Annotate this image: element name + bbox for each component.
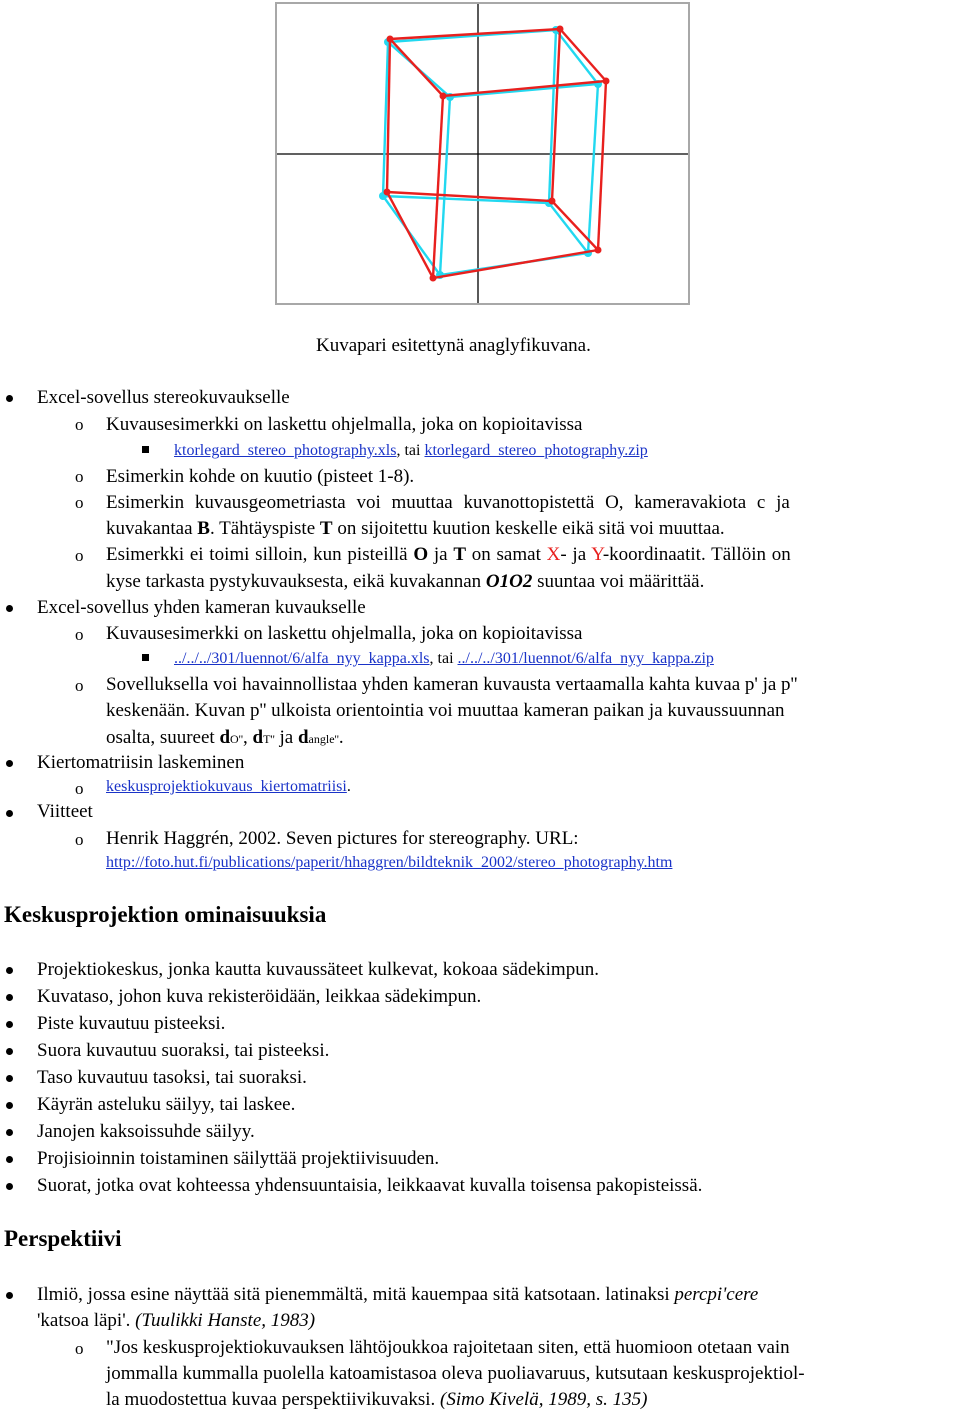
square-bullet (142, 446, 149, 453)
excel-single-heading: Excel-sovellus yhden kameran kuvaukselle (37, 597, 366, 618)
circle-bullet: o (75, 467, 84, 486)
fail-ja: ja (428, 544, 454, 565)
references-heading: Viitteet (37, 801, 93, 822)
circle-bullet: o (75, 415, 84, 434)
central-projection-item: Projektiokeskus, jonka kautta kuvaussäteet kulkevat, kokoaa sädekimpun. (37, 959, 599, 980)
app-line-2: keskenään. Kuvan p'' ulkoista orientointia voi muuttaa kameran paikan ja kuvaussuunnan (106, 700, 785, 721)
d-symbol-3: d (297, 727, 309, 748)
quote-line-2: jommalla kummalla puolella katoamistasoa oleva puoliavaruus, kutsutaan keskusprojektiol- (106, 1363, 805, 1384)
geom-text-a: kuvakantaa (106, 518, 198, 539)
geometry-line-2 (106, 517, 725, 541)
fail-text-d: -koordinaatit. Tällöin on (602, 544, 791, 565)
stereo-zip-link[interactable]: ktorlegard_stereo_photography.zip (424, 442, 648, 459)
circle-bullet: o (75, 830, 84, 849)
file-links-row-2 (174, 649, 714, 669)
fail-O: O (413, 544, 429, 565)
geom-text-c: on sijoitettu kuution keskelle eikä sitä voi muuttaa. (332, 518, 725, 539)
d-symbol-1: d (219, 727, 231, 748)
fail-text-f: suuntaa voi määrittää. (532, 571, 705, 592)
circle-bullet: o (75, 546, 84, 565)
perspective-line-1 (37, 1283, 758, 1307)
alfa-zip-link[interactable]: ../../../301/luennot/6/alfa_nyy_kappa.zip (457, 650, 714, 667)
figure-caption: Kuvapari esitettynä anaglyfikuvana. (316, 335, 591, 356)
fail-text-b: on samat (466, 544, 547, 565)
central-projection-item: Projisioinnin toistaminen säilyttää projektiivisuuden. (37, 1148, 440, 1169)
excel-stereo-heading: Excel-sovellus stereokuvaukselle (37, 387, 290, 408)
app-line-1: Sovelluksella voi havainnollistaa yhden kameran kuvausta vertaamalla kahta kuvaa p' ja p'' (106, 674, 798, 695)
fail-O1O2: O1O2 (485, 571, 533, 592)
geom-B: B (197, 518, 210, 539)
geom-T: T (319, 518, 333, 539)
geom-text-b: . Tähtäyspiste (209, 518, 320, 539)
app-text-a: osalta, suureet (106, 727, 220, 748)
alfa-xls-link[interactable]: ../../../301/luennot/6/alfa_nyy_kappa.xls (174, 650, 430, 667)
bullet (6, 1183, 13, 1190)
bullet (6, 1021, 13, 1028)
central-projection-item: Suora kuvautuu suoraksi, tai pisteeksi. (37, 1040, 330, 1061)
perspective-heading: Perspektiivi (4, 1226, 122, 1251)
latin-word: percpi'cere (674, 1284, 759, 1305)
stereo-xls-link[interactable]: ktorlegard_stereo_photography.xls (174, 442, 397, 459)
fail-text-c: - ja (560, 544, 592, 565)
rotation-heading: Kiertomatriisin laskeminen (37, 752, 245, 773)
period: . (346, 778, 351, 795)
circle-bullet: o (75, 676, 84, 695)
d-symbol-2: d (252, 727, 264, 748)
circle-bullet: o (75, 779, 84, 798)
bullet (6, 1102, 13, 1109)
bullet (6, 994, 13, 1001)
or-text: , tai (396, 442, 425, 459)
perspective-text-a: Ilmiö, jossa esine näyttää sitä pienemmältä, mitä kauempaa sitä katsotaan. latinaksi (37, 1284, 675, 1305)
central-projection-heading: Keskusprojektion ominaisuuksia (4, 902, 327, 927)
square-bullet (142, 654, 149, 661)
fail-X: X (546, 544, 561, 565)
central-projection-item: Janojen kaksoissuhde säilyy. (37, 1121, 255, 1142)
fail-line-2 (106, 570, 704, 594)
fail-text-e: kyse tarkasta pystykuvauksesta, eikä kuvakannan (106, 571, 486, 592)
circle-bullet: o (75, 493, 84, 512)
bullet (6, 1292, 13, 1299)
anaglyph-figure (275, 2, 690, 305)
fail-text-a: Esimerkki ei toimi silloin, kun pisteillä (106, 544, 414, 565)
geometry-line-1: Esimerkin kuvausgeometriasta voi muuttaa kuvanottopistettä O, kameravakiota c ja (106, 492, 790, 513)
kivela-citation: (Simo Kivelä, 1989, s. 135) (440, 1389, 648, 1410)
example-calc-text: Kuvausesimerkki on laskettu ohjelmalla, joka on kopioitavissa (106, 414, 583, 435)
file-links-row (174, 441, 648, 461)
d-sub-1: O'' (230, 732, 244, 746)
bullet (6, 1075, 13, 1082)
reference-1-url[interactable]: http://foto.hut.fi/publications/paperit/hhaggren/bildteknik_2002/stereo_photography.htm (106, 854, 673, 871)
fail-Y: Y (591, 544, 603, 565)
comma-1: , (243, 727, 253, 748)
bullet (6, 1129, 13, 1136)
app-line-3 (106, 726, 344, 751)
bullet (6, 1156, 13, 1163)
or-text: , tai (429, 650, 458, 667)
bullet (6, 967, 13, 974)
perspective-text-b: 'katsoa läpi'. (37, 1310, 136, 1331)
quote-line-3 (106, 1388, 647, 1412)
quote-line-1: "Jos keskusprojektiokuvauksen lähtöjoukkoa rajoitetaan siten, että huomioon otetaan vain (106, 1337, 790, 1358)
quote-text: la muodostettua kuvaa perspektiivikuvaksi. (106, 1389, 441, 1410)
rotation-matrix-link[interactable]: keskusprojektiokuvaus_kiertomatriisi (106, 778, 347, 795)
central-projection-item: Kuvataso, johon kuva rekisteröidään, leikkaa sädekimpun. (37, 986, 482, 1007)
example-calc-text-2: Kuvausesimerkki on laskettu ohjelmalla, joka on kopioitavissa (106, 623, 583, 644)
circle-bullet: o (75, 625, 84, 644)
central-projection-item: Käyrän asteluku säilyy, tai laskee. (37, 1094, 296, 1115)
fail-line-1 (106, 543, 791, 567)
ja-text: ja (274, 727, 298, 748)
bullet (6, 760, 13, 767)
target-text: Esimerkin kohde on kuutio (pisteet 1-8). (106, 466, 415, 487)
fail-T: T (453, 544, 467, 565)
bullet (6, 1048, 13, 1055)
d-sub-3: angle'' (308, 732, 339, 746)
central-projection-item: Taso kuvautuu tasoksi, tai suoraksi. (37, 1067, 307, 1088)
bullet (6, 605, 13, 612)
rotation-link-row (106, 777, 351, 797)
central-projection-item: Suorat, jotka ovat kohteessa yhdensuuntaisia, leikkaavat kuvalla toisensa pakopisteissä. (37, 1175, 703, 1196)
bullet (6, 395, 13, 402)
reference-1-url-row (106, 853, 672, 873)
central-projection-item: Piste kuvautuu pisteeksi. (37, 1013, 226, 1034)
circle-bullet: o (75, 1339, 84, 1358)
reference-1: Henrik Haggrén, 2002. Seven pictures for stereography. URL: (106, 828, 579, 849)
period: . (338, 727, 344, 748)
bullet (6, 810, 13, 817)
anaglyph-cube-image (275, 2, 690, 305)
hanste-citation: (Tuulikki Hanste, 1983) (135, 1310, 316, 1331)
perspective-line-2 (37, 1309, 315, 1333)
d-sub-2: T'' (263, 732, 275, 746)
